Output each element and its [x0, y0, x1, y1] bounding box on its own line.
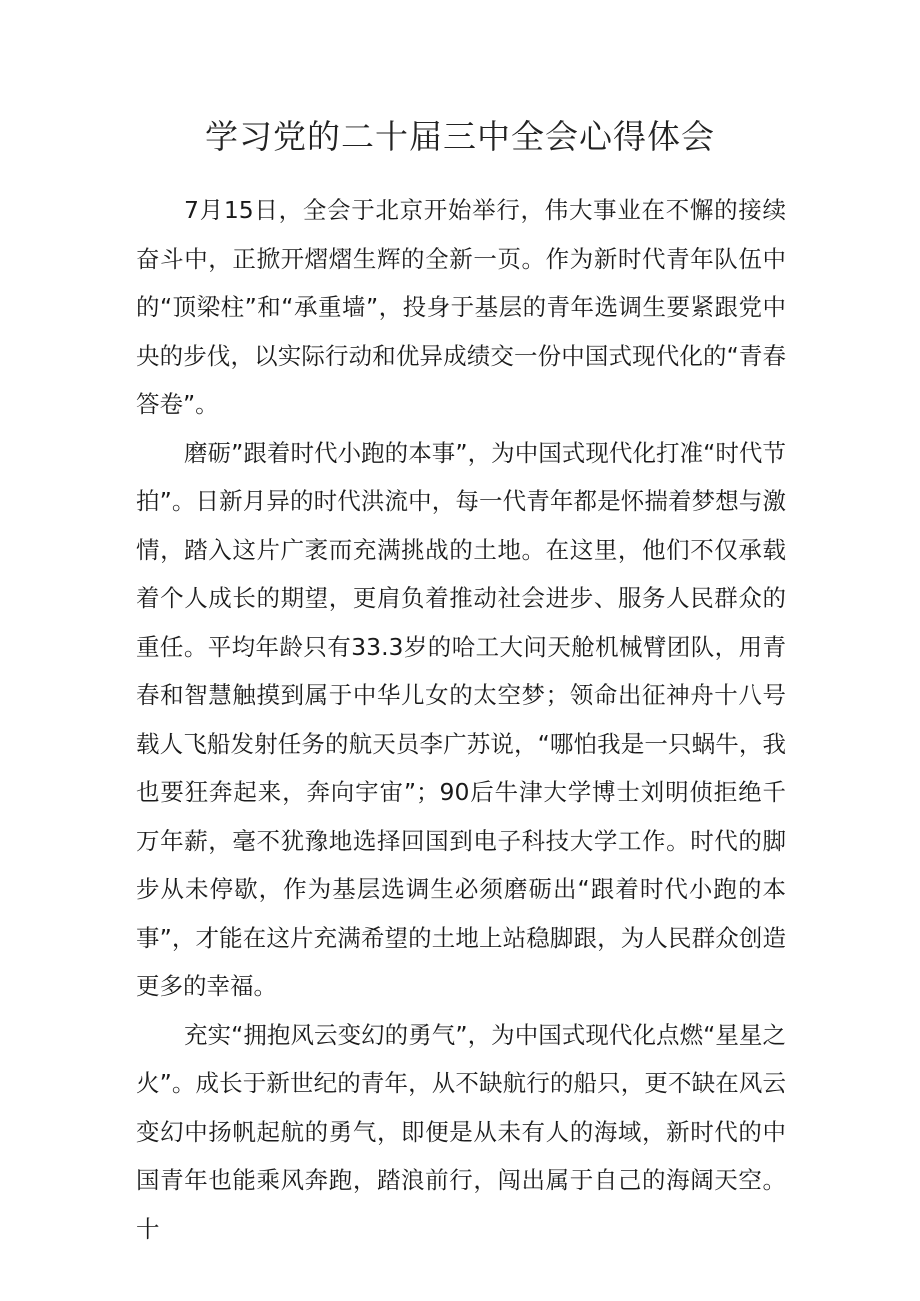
document-body	[136, 186, 786, 1253]
paragraph-2: 磨砺”跟着时代小跑的本事”，为中国式现代化打准“时代节拍”。日新月异的时代洪流中，每一代青年都是怀揣着梦想与激情，踏入这片广袤而充满挑战的土地。在这里，他们不仅承载着个人成长的期望，更肩负着推动社会进步、服务人民群众的重任。平均年龄只有33.3岁的哈工大问天舱机械臂团队，用青春和智慧触摸到属于中华儿女的太空梦；领命出征神舟十八号载人飞船发射任务的航天员李广苏说，“哪怕我是一只蜗牛，我也要狂奔起来，奔向宇宙”；90后牛津大学博士刘明侦拒绝千万年薪，毫不犹豫地选择回国到电子科技大学工作。时代的脚步从未停歇，作为基层选调生必须磨砺出“跟着时代小跑的本事”，才能在这片充满希望的土地上站稳脚跟，为人民群众创造更多的幸福。	[136, 438, 786, 1000]
paragraph-1: 7月15日，全会于北京开始举行，伟大事业在不懈的接续奋斗中，正掀开熠熠生辉的全新一页。作为新时代青年队伍中的“顶梁柱”和“承重墙”，投身于基层的青年选调生要紧跟党中央的步伐，以实际行动和优异成绩交一份中国式现代化的“青春答卷”。	[136, 196, 786, 418]
document-title: 学习党的二十届三中全会心得体会	[205, 117, 715, 156]
paragraph-3: 充实“拥抱风云变幻的勇气”，为中国式现代化点燃“星星之火”。成长于新世纪的青年，从不缺航行的船只，更不缺在风云变幻中扬帆起航的勇气，即便是从未有人的海域，新时代的中国青年也能乘风奔跑，踏浪前行，闯出属于自己的海阔天空。十	[136, 1020, 786, 1243]
